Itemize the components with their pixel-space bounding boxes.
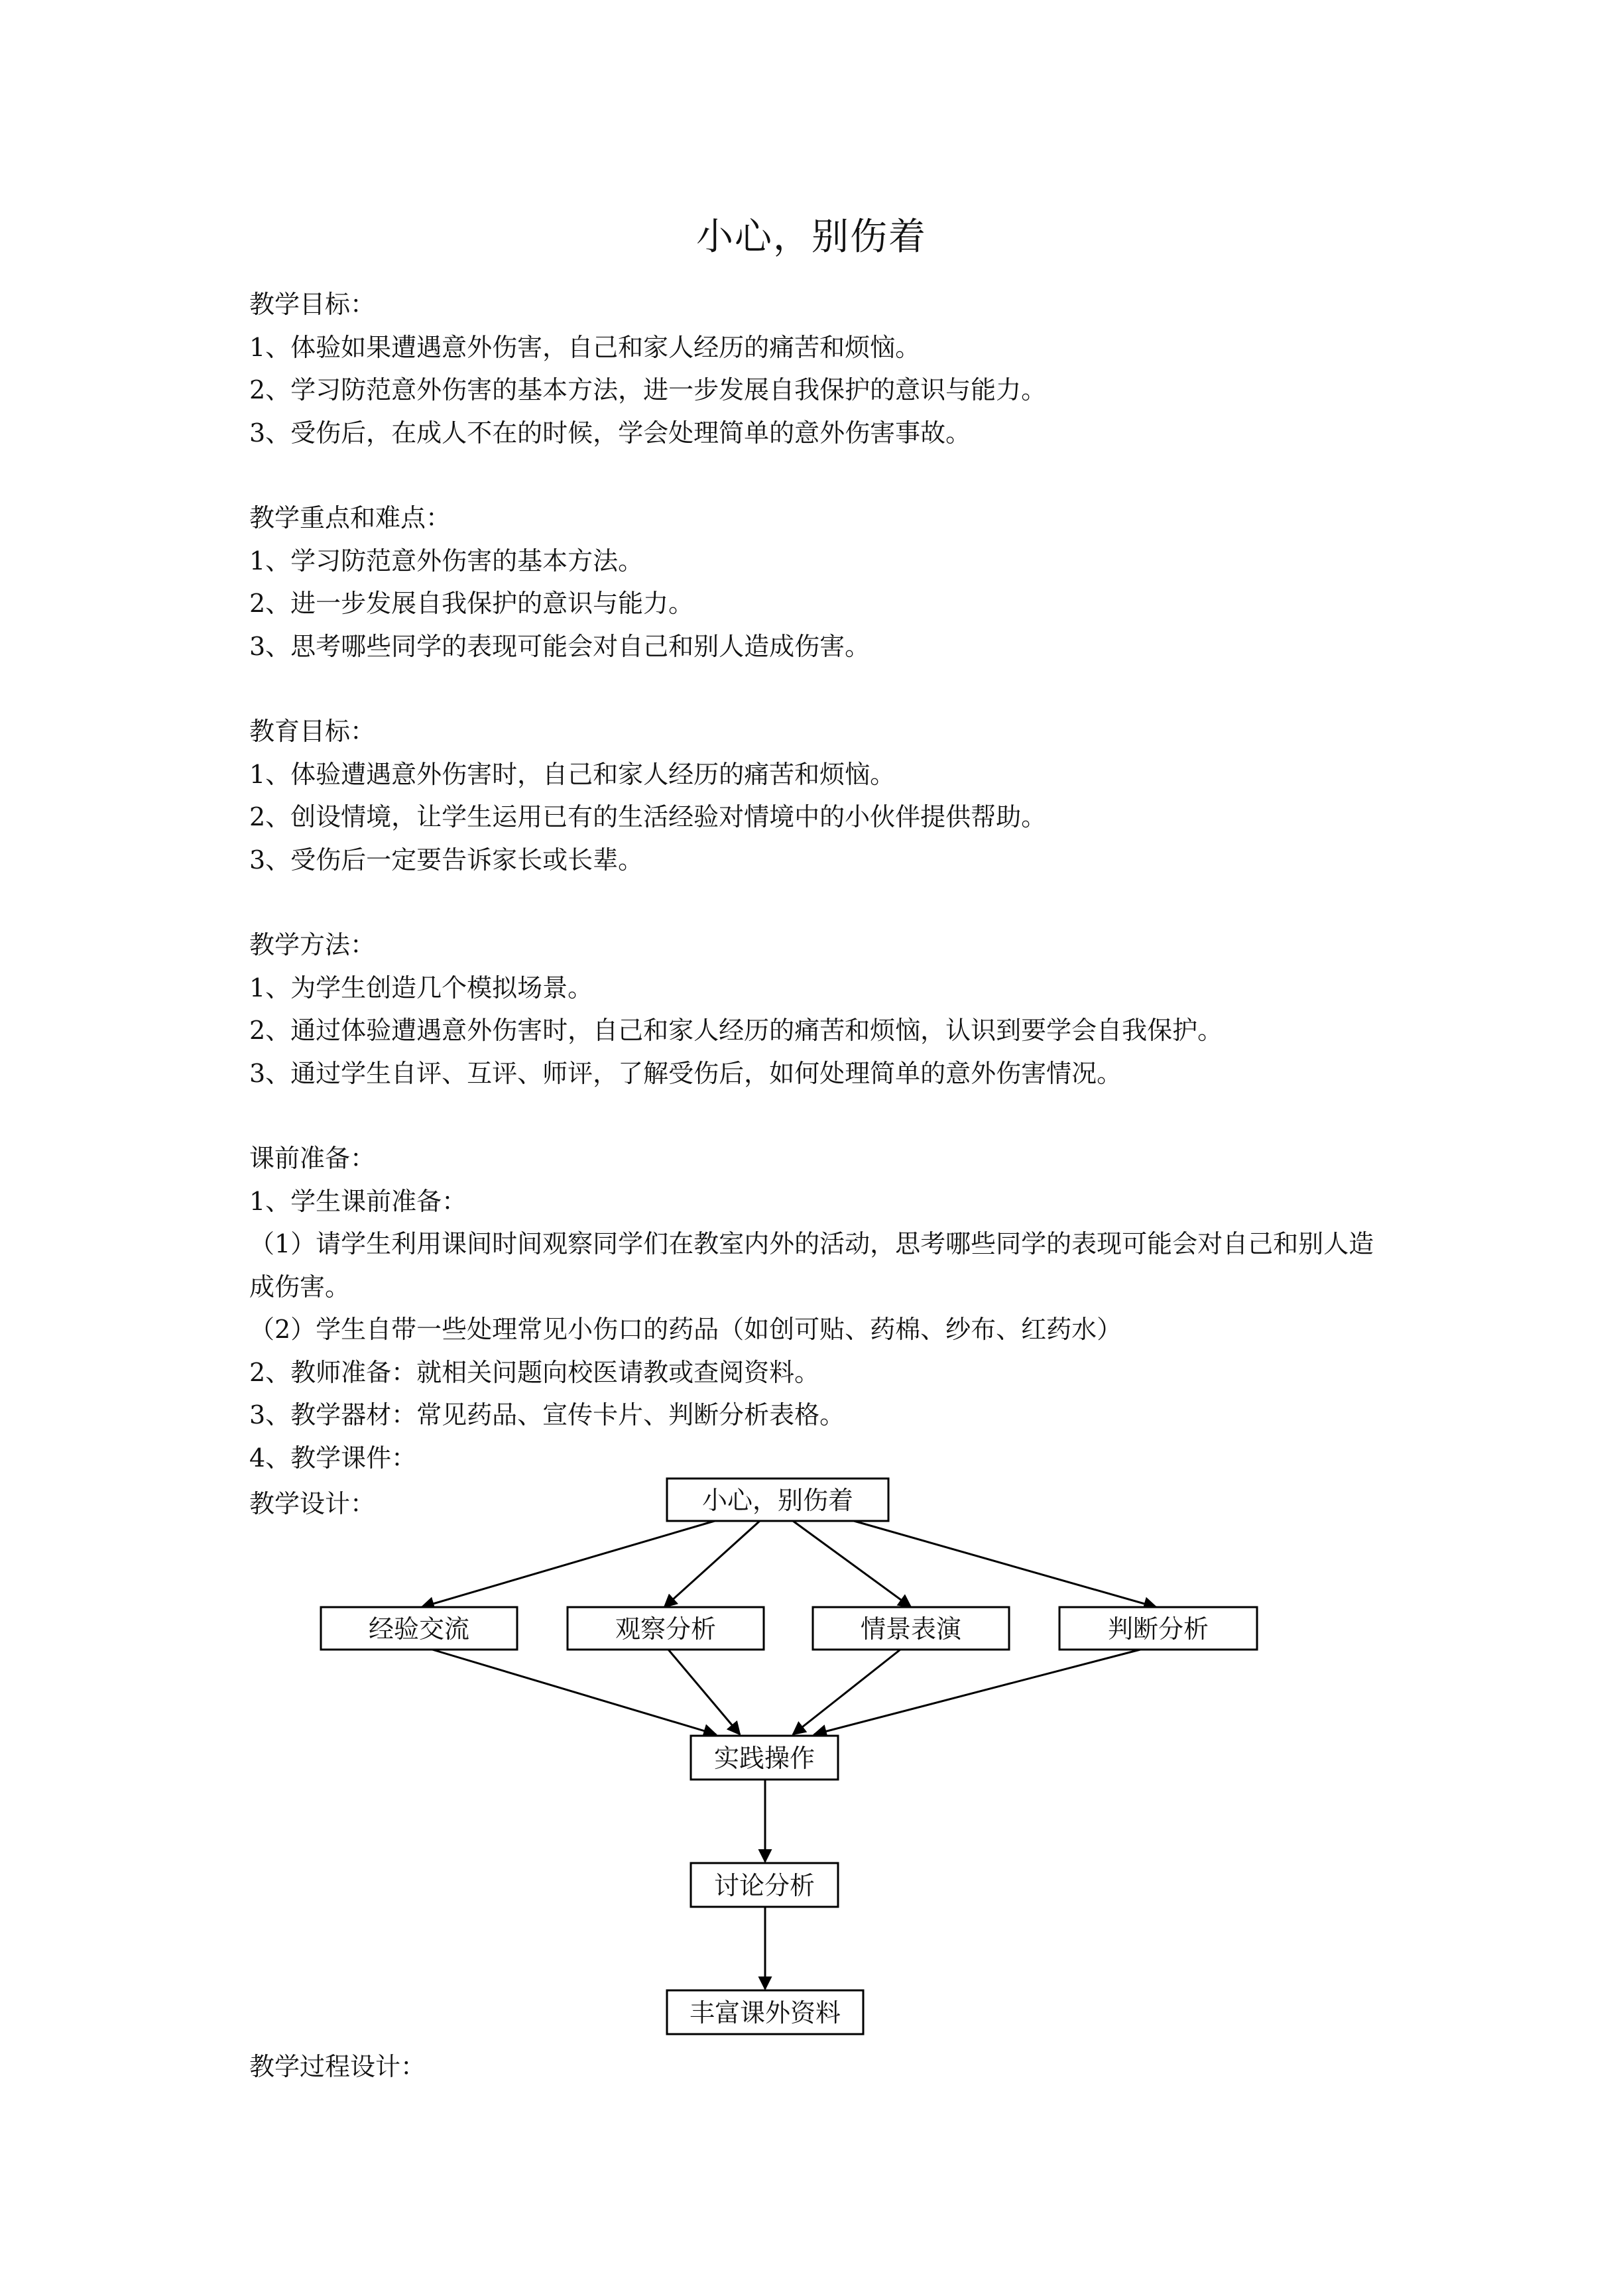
list-item: 2、通过体验遭遇意外伤害时，自己和家人经历的痛苦和烦恼，认识到要学会自我保护。 [249, 1016, 1223, 1045]
teaching-design-label: 教学设计： [249, 1489, 376, 1518]
list-item: 1、为学生创造几个模拟场景。 [249, 973, 593, 1002]
flow-node-label: 经验交流 [368, 1614, 470, 1644]
flow-node-label: 讨论分析 [713, 1871, 815, 1900]
list-item: （2）学生自带一些处理常见小伤口的药品（如创可贴、药棉、纱布、红药水） [249, 1315, 1122, 1344]
flow-node-label: 实践操作 [713, 1744, 815, 1773]
list-item: 3、教学器材：常见药品、宣传卡片、判断分析表格。 [249, 1400, 845, 1429]
section-heading: 教育目标： [249, 717, 376, 746]
list-item: 3、思考哪些同学的表现可能会对自己和别人造成伤害。 [249, 631, 871, 661]
list-item: 1、体验遭遇意外伤害时，自己和家人经历的痛苦和烦恼。 [249, 759, 896, 789]
document-title: 小心，别伤着 [696, 215, 927, 259]
list-item: 4、教学课件： [249, 1443, 417, 1473]
flow-edge [432, 1650, 716, 1734]
section-heading: 教学方法： [249, 930, 376, 959]
list-item: 3、受伤后一定要告诉家长或长辈。 [249, 845, 644, 875]
list-item: 1、学习防范意外伤害的基本方法。 [249, 546, 644, 575]
flow-edge [793, 1521, 911, 1607]
flow-edge [668, 1650, 740, 1734]
flow-node-root [667, 1479, 888, 1521]
flow-edge [664, 1521, 760, 1607]
list-item: 3、受伤后，在成人不在的时候，学会处理简单的意外伤害事故。 [249, 418, 971, 448]
section-heading: 课前准备： [249, 1144, 376, 1173]
flow-node-label: 情景表演 [860, 1614, 962, 1644]
list-item: （1）请学生利用课间时间观察同学们在教室内外的活动，思考哪些同学的表现可能会对自己和别人造成伤害。 [249, 1229, 1374, 1301]
list-item: 2、教师准备：就相关问题向校医请教或查阅资料。 [249, 1357, 820, 1387]
flow-node-branch [813, 1607, 1009, 1650]
teaching-process-label: 教学过程设计： [249, 2052, 426, 2081]
flow-node-label: 丰富课外资料 [689, 1998, 841, 2027]
list-item: 2、进一步发展自我保护的意识与能力。 [249, 589, 694, 618]
list-item: 1、学生课前准备： [249, 1186, 467, 1216]
flow-edge [814, 1650, 1140, 1734]
flow-node-discussion [691, 1863, 838, 1907]
flow-edge [793, 1650, 900, 1734]
flow-node-branch [568, 1607, 764, 1650]
flow-node-branch [321, 1607, 517, 1650]
flow-edge [422, 1521, 715, 1607]
list-item: 2、学习防范意外伤害的基本方法，进一步发展自我保护的意识与能力。 [249, 375, 1047, 404]
flow-node-practice [691, 1736, 838, 1780]
flow-node-label: 小心，别伤着 [701, 1486, 854, 1515]
flow-node-resources [667, 1990, 863, 2034]
flow-node-branch [1059, 1607, 1257, 1650]
list-item: 2、创设情境，让学生运用已有的生活经验对情境中的小伙伴提供帮助。 [249, 802, 1047, 831]
flow-node-label: 判断分析 [1107, 1614, 1209, 1644]
section-heading: 教学目标： [249, 290, 376, 319]
list-item: 1、体验如果遭遇意外伤害，自己和家人经历的痛苦和烦恼。 [249, 332, 921, 362]
flow-node-label: 观察分析 [615, 1614, 717, 1644]
section-heading: 教学重点和难点： [249, 503, 451, 532]
list-item: 3、通过学生自评、互评、师评，了解受伤后，如何处理简单的意外伤害情况。 [249, 1058, 1122, 1088]
flow-edge [854, 1521, 1156, 1607]
